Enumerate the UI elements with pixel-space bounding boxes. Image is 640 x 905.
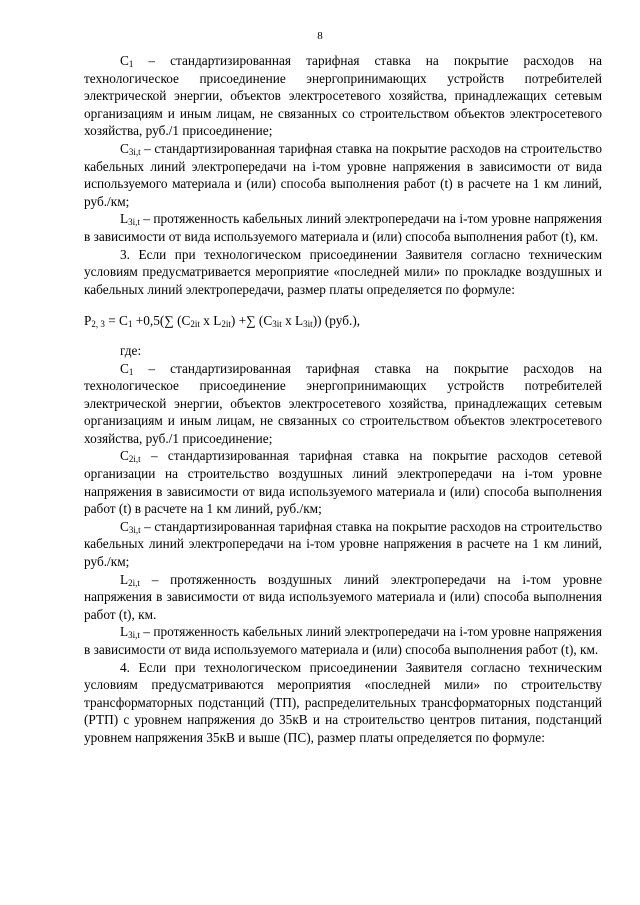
definition-c3it: $C_{3i,t}$ – стандартизированная тарифная ставка на покрытие расходов на строительство кабельных линий электропередачи на i-том уровне напряжения в зависимости от вида используемого материала и (или) способа выполнения работ (t) в расчете на 1 км линий, руб./км; <box>84 140 602 209</box>
definition-l3it-second: $L_{3i,t}$ – протяженность кабельных линий электропередачи на i-том уровне напряжения в зависимости от вида используемого материала и (или) способа выполнения работ (t), км. <box>84 624 602 657</box>
formula-p23: $P_{2, 3} = C_1 +0,5(\sum$ ($C_{2it}$ x $L_{2it}$) +∑ ($C_{3it}$ x $L_{3it}$)) (руб.), <box>84 313 361 330</box>
definition-l3it: $L_{3i,t}$ – протяженность кабельных линий электропередачи на i-том уровне напряжения в зависимости от вида используемого материала и (или) способа выполнения работ (t), км. <box>84 211 602 244</box>
definition-c1-second: $C_1$ – стандартизированная тарифная ставка на покрытие расходов на технологическое присоединение энергопринимающих устройств потребителей электрической энергии, объектов электросетевого хозяйства, принадлежащих сетевым организациям и иным лицам, не связанных со строительством объектов электросетевого хозяйства, руб./1 присоединение; <box>84 360 602 446</box>
definition-l2it: $L_{2i,t}$ – протяженность воздушных линий электропередачи на i-том уровне напряжения в зависимости от вида используемого материала и (или) способа выполнения работ (t), км. <box>84 571 602 622</box>
definition-c1: $C_1$ – стандартизированная тарифная ставка на покрытие расходов на технологическое присоединение энергопринимающих устройств потребителей электрической энергии, объектов электросетевого хозяйства, принадлежащих сетевым организациям и иным лицам, не связанных со строительством объектов электросетевого хозяйства, руб./1 присоединение; <box>84 53 602 139</box>
clause-4: 4. Если при технологическом присоединении Заявителя согласно техническим условиям предусматриваются мероприятия «последней мили» по строительству трансформаторных подстанций (ТП), распределительных трансформаторных подстанций (РТП) с уровнем напряжения до 35кВ и на строительство центров питания, подстанций уровнем напряжения 35кВ и выше (ПС), размер платы определяется по формуле: <box>84 659 602 745</box>
definition-c2it: $C_{2i,t}$ – стандартизированная тарифная ставка на покрытие расходов сетевой организации на строительство воздушных линий электропередачи на i-том уровне напряжения в зависимости от вида используемого материала и (или) способа выполнения работ (t) в расчете на 1 км линий, руб./км; <box>84 448 602 517</box>
definition-c3it-second: $C_{3i,t}$ – стандартизированная тарифная ставка на покрытие расходов на строительство кабельных линий электропередачи на i-том уровне напряжения в расчете на 1 км линий, руб./км; <box>84 518 602 570</box>
document-body <box>84 52 602 747</box>
page-number: 8 <box>317 30 323 42</box>
where-label: где: <box>120 342 142 358</box>
clause-3: 3. Если при технологическом присоединении Заявителя согласно техническим условиям предусматривается мероприятие «последней мили» по прокладке воздушных и кабельных линий электропередачи, размер платы определяется по формуле: <box>84 246 602 297</box>
